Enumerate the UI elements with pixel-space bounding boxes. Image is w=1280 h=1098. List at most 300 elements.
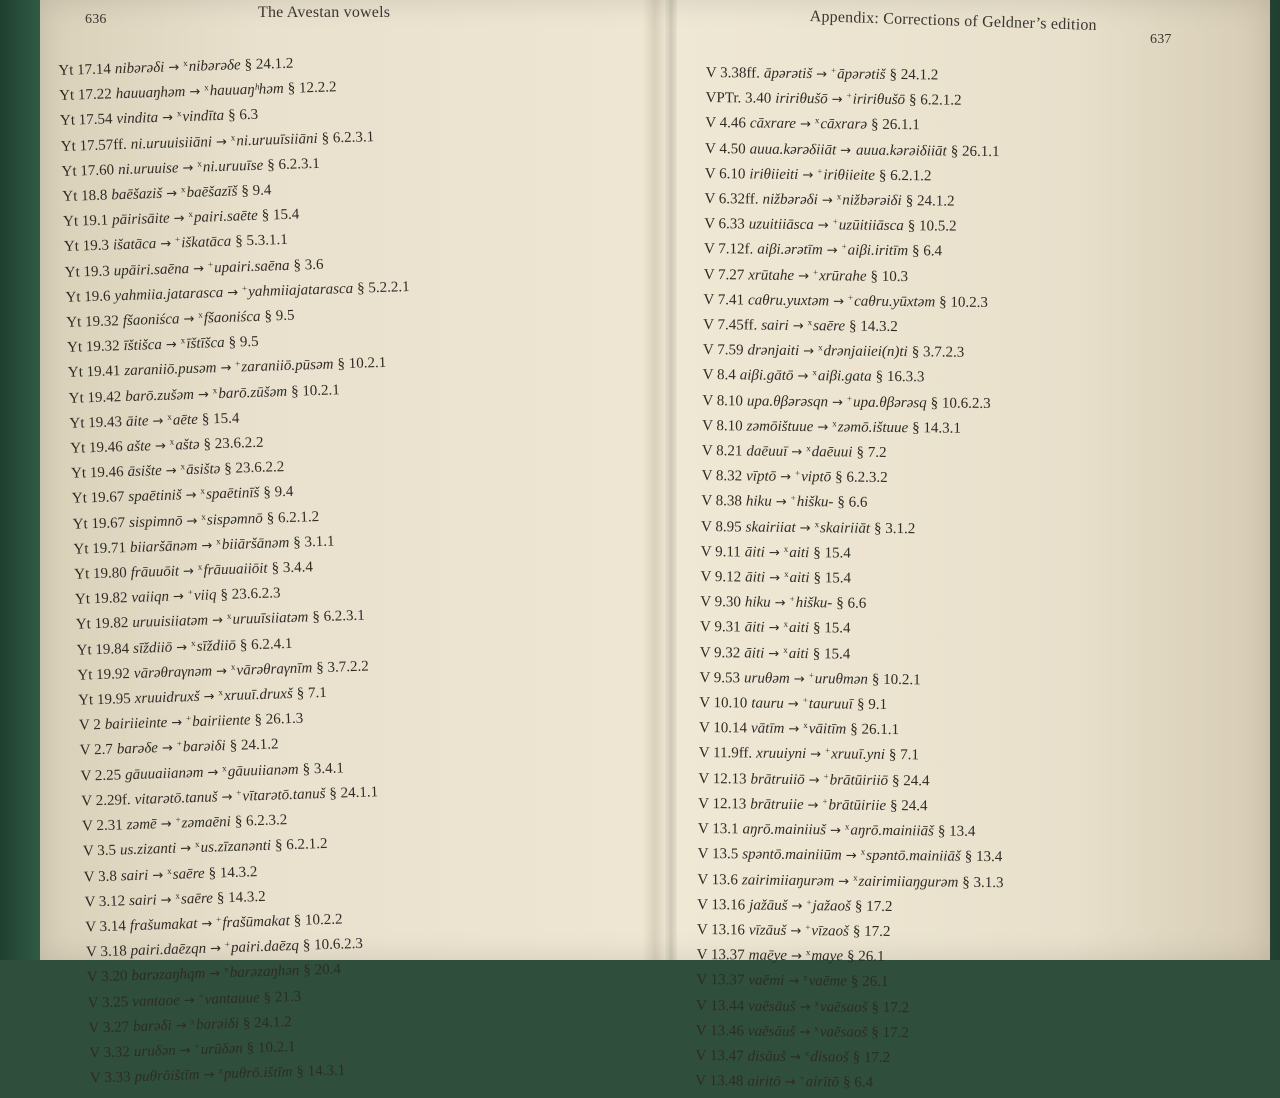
- original-reading: iriθiieiti: [749, 166, 798, 183]
- entry-reference: V 7.59: [703, 342, 744, 358]
- section-reference: § 6.4: [843, 1075, 873, 1091]
- corrected-reading: drənjaiiei(n)ti: [824, 343, 908, 360]
- correction-mark: x: [784, 569, 789, 579]
- correction-mark: x: [803, 972, 808, 982]
- correction-mark: x: [805, 1048, 810, 1058]
- correction-mark: x: [188, 209, 193, 219]
- arrow-icon: →: [162, 111, 173, 126]
- entry-reference: Yt 19.3: [64, 238, 109, 255]
- correction-mark: +: [825, 746, 830, 756]
- section-reference: § 3.7.2.2: [316, 658, 369, 676]
- correction-mark: x: [204, 82, 209, 92]
- section-reference: § 6.2.1.2: [879, 168, 932, 185]
- arrow-icon: →: [799, 1025, 810, 1040]
- entry-reference: V 3.18: [86, 943, 127, 960]
- arrow-icon: →: [171, 716, 182, 731]
- arrow-icon: →: [221, 790, 232, 805]
- arrow-icon: →: [155, 439, 166, 454]
- corrected-reading: aiti: [789, 545, 809, 561]
- original-reading: vitarətō.tanuš: [134, 789, 217, 808]
- corrected-reading: saēre: [172, 865, 204, 882]
- original-reading: xruuiyni: [756, 746, 806, 763]
- section-reference: § 23.6.2.2: [203, 435, 263, 453]
- arrow-icon: →: [207, 765, 218, 780]
- corrected-reading: yahmiiajatarasca: [248, 281, 353, 300]
- corrected-reading: spəntō.mainiiāš: [866, 848, 961, 865]
- arrow-icon: →: [166, 186, 177, 201]
- original-reading: vātīm: [751, 721, 784, 737]
- section-reference: § 17.2: [871, 999, 909, 1015]
- original-reading: sispimnō: [129, 513, 183, 531]
- entry-reference: V 8.10: [702, 393, 743, 409]
- original-reading: uzuitiiāsca: [749, 217, 814, 234]
- section-reference: § 20.4: [303, 962, 341, 979]
- correction-mark: x: [216, 536, 221, 546]
- arrow-icon: →: [203, 689, 214, 704]
- arrow-icon: →: [216, 134, 227, 149]
- entry-reference: V 13.37: [697, 947, 745, 964]
- original-reading: sairi: [761, 318, 789, 334]
- corrected-reading: urūδən: [201, 1041, 243, 1058]
- corrected-reading: hauuaŋʰhəm: [210, 81, 284, 99]
- correction-mark: x: [197, 158, 202, 168]
- section-reference: § 6.3: [228, 107, 258, 124]
- section-reference: § 14.3.2: [849, 319, 898, 336]
- correction-mark: x: [832, 418, 837, 428]
- correction-mark: +: [795, 468, 800, 478]
- correction-mark: +: [198, 990, 203, 1000]
- entry-reference: V 2: [79, 717, 101, 734]
- entry-reference: V 9.53: [699, 670, 740, 686]
- arrow-icon: →: [838, 874, 849, 889]
- entry-reference: Yt 17.22: [59, 87, 112, 105]
- section-reference: § 24.4: [892, 773, 930, 789]
- original-reading: barō.zušəm: [125, 387, 194, 405]
- entry-reference: Yt 19.1: [63, 213, 108, 230]
- entry-reference: V 7.45ff.: [703, 317, 757, 334]
- arrow-icon: →: [790, 924, 801, 939]
- entry-reference: Yt 19.67: [72, 490, 125, 508]
- original-reading: aiβi.gātō: [740, 368, 794, 385]
- section-reference: § 6.2.3.2: [835, 470, 888, 487]
- entry-reference: V 3.32: [89, 1044, 130, 1061]
- entry-reference: V 3.14: [85, 918, 126, 935]
- entry-reference: Yt 19.80: [74, 565, 127, 583]
- original-reading: sairi: [121, 867, 149, 884]
- original-reading: āiti: [745, 570, 765, 586]
- entry-reference: V 3.27: [88, 1019, 129, 1036]
- original-reading: ni.uruuise: [118, 160, 179, 178]
- entry-reference: Yt 19.71: [73, 540, 126, 558]
- original-reading: daēuuī: [746, 443, 787, 459]
- section-reference: § 6.2.3.2: [235, 812, 288, 830]
- correction-mark: x: [784, 544, 789, 554]
- corrected-reading: vāitīm: [809, 721, 847, 737]
- correction-mark: +: [833, 217, 838, 227]
- corrected-reading: disaoš: [810, 1049, 849, 1065]
- correction-mark: x: [200, 486, 205, 496]
- correction-mark: x: [853, 872, 858, 882]
- arrow-icon: →: [785, 1075, 796, 1090]
- corrected-reading: aŋrō.mainiiāš: [850, 823, 934, 840]
- corrected-reading: aiβi.gata: [818, 369, 872, 386]
- section-reference: § 10.2.1: [337, 355, 386, 373]
- correction-mark: +: [803, 695, 808, 705]
- entry-reference: V 7.12f.: [704, 241, 753, 258]
- arrow-icon: →: [198, 387, 209, 402]
- correction-mark: +: [800, 1073, 805, 1083]
- correction-mark: x: [170, 437, 175, 447]
- original-reading: zaraniiō.pusəm: [124, 361, 217, 380]
- arrow-icon: →: [183, 564, 194, 579]
- correction-mark: +: [235, 359, 240, 369]
- corrected-reading: daēuui: [812, 444, 853, 460]
- arrow-icon: →: [846, 849, 857, 864]
- section-reference: § 9.5: [264, 308, 294, 325]
- section-reference: § 3.1.1: [293, 533, 335, 550]
- original-reading: hiku: [745, 595, 771, 611]
- entry-reference: Yt 19.46: [71, 464, 124, 482]
- section-reference: § 7.2: [856, 445, 886, 461]
- entry-reference: V 10.14: [699, 720, 747, 737]
- arrow-icon: →: [166, 338, 177, 353]
- corrected-reading: sīždiiō: [196, 637, 236, 654]
- entry-reference: V 8.32: [702, 468, 743, 484]
- correction-mark: x: [201, 511, 206, 521]
- original-reading: xrūtahe: [748, 267, 794, 283]
- section-reference: § 3.1.2: [874, 520, 915, 536]
- corrected-reading: skairiiāt: [820, 520, 870, 537]
- original-reading: upāiri.saēna: [113, 261, 189, 279]
- correction-mark: x: [818, 342, 823, 352]
- corrected-reading: vindīta: [182, 108, 224, 125]
- entry-reference: Yt 17.57ff.: [61, 136, 127, 154]
- arrow-icon: →: [788, 722, 799, 737]
- section-reference: § 3.1.3: [962, 874, 1003, 890]
- section-reference: § 6.4: [912, 244, 942, 260]
- entry-reference: V 6.33: [704, 216, 745, 232]
- section-reference: § 6.2.3.1: [321, 129, 374, 147]
- arrow-icon: →: [162, 741, 173, 756]
- original-reading: sīždiiō: [133, 639, 173, 656]
- corrected-reading: īštīšca: [186, 335, 225, 352]
- corrected-reading: jažaoš: [812, 898, 851, 914]
- correction-mark: x: [845, 822, 850, 832]
- correction-mark: x: [181, 335, 186, 345]
- original-reading: cāxrare: [750, 116, 796, 132]
- original-reading: spəntō.mainiiūm: [742, 847, 842, 864]
- arrow-icon: →: [803, 344, 814, 359]
- original-reading: uruuisiiatəm: [132, 613, 208, 631]
- original-reading: puθrōištīm: [134, 1067, 199, 1085]
- corrected-reading: vaēsaoš: [820, 999, 868, 1015]
- correction-mark: +: [790, 594, 795, 604]
- arrow-icon: →: [797, 369, 808, 384]
- original-reading: pairi.daēzqn: [130, 941, 206, 959]
- entry-reference: Yt 19.3: [65, 263, 110, 280]
- original-reading: ašte: [127, 438, 152, 455]
- corrected-reading: upairi.saēna: [214, 257, 290, 275]
- entry-reference: Yt 19.6: [65, 288, 110, 305]
- correction-mark: +: [791, 493, 796, 503]
- section-reference: § 6.2.1.2: [275, 836, 328, 854]
- right-page-number: 637: [1150, 32, 1172, 48]
- corrected-reading: xruuī.druxš: [224, 686, 293, 704]
- section-reference: § 10.3: [871, 268, 909, 284]
- entry-reference: V 4.50: [705, 141, 746, 157]
- corrected-reading: viptō: [801, 469, 831, 485]
- correction-mark: +: [817, 166, 822, 176]
- arrow-icon: →: [818, 218, 829, 233]
- original-reading: īštišca: [123, 337, 162, 354]
- section-reference: § 9.4: [241, 182, 271, 199]
- section-reference: § 9.4: [263, 484, 293, 501]
- correction-mark: x: [837, 191, 842, 201]
- corrected-reading: vantauue: [204, 990, 259, 1008]
- entry-reference: V 12.13: [698, 796, 746, 813]
- correction-mark: x: [783, 645, 788, 655]
- correction-mark: +: [847, 91, 852, 101]
- arrow-icon: →: [768, 646, 779, 661]
- entry-reference: V 6.10: [705, 166, 746, 182]
- arrow-icon: →: [827, 244, 838, 259]
- section-reference: § 10.6.2.3: [303, 936, 363, 954]
- original-reading: jažāuš: [749, 897, 788, 913]
- original-reading: ni.uruuisiiāni: [131, 134, 213, 153]
- left-page-entries: [58, 41, 590, 1090]
- original-reading: vindita: [116, 110, 158, 127]
- arrow-icon: →: [220, 361, 231, 376]
- arrow-icon: →: [780, 470, 791, 485]
- corrected-reading: āpərətiš: [837, 66, 885, 83]
- corrected-reading: uruθmən: [815, 671, 868, 688]
- correction-mark: x: [814, 1023, 819, 1033]
- section-reference: § 9.5: [228, 334, 258, 351]
- original-reading: āiti: [744, 645, 764, 661]
- entry-reference: V 2.29f.: [81, 792, 131, 810]
- corrected-reading: vaēsaoš: [820, 1024, 868, 1040]
- correction-mark: +: [186, 713, 191, 723]
- correction-mark: x: [231, 662, 236, 672]
- original-reading: zəmōištuue: [747, 418, 814, 435]
- section-reference: § 24.4: [890, 798, 928, 814]
- entry-reference: V 3.38ff.: [706, 65, 760, 82]
- entry-reference: Yt 19.43: [69, 414, 122, 432]
- original-reading: iririθušō: [775, 91, 828, 108]
- correction-mark: +: [188, 587, 193, 597]
- section-reference: § 6.2.1.2: [266, 509, 319, 527]
- correction-mark: +: [216, 914, 221, 924]
- corrected-reading: caθru.yūxtəm: [854, 293, 935, 310]
- arrow-icon: →: [793, 319, 804, 334]
- original-reading: uruδən: [134, 1043, 176, 1060]
- entry-reference: V 6.32ff.: [704, 191, 758, 208]
- section-reference: § 26.1.1: [951, 143, 1000, 160]
- original-reading: vantaoe: [132, 992, 180, 1009]
- corrected-reading: uzūitiiāsca: [839, 218, 904, 235]
- original-reading: aiβi.ərətīm: [757, 242, 823, 259]
- entry-reference: Yt 17.60: [61, 162, 114, 180]
- entry-reference: V 4.46: [705, 115, 746, 131]
- corrected-reading: barəiδi: [196, 1016, 239, 1033]
- section-reference: § 6.2.1.2: [909, 92, 962, 109]
- section-reference: § 13.4: [965, 849, 1003, 865]
- original-reading: hiku: [746, 494, 772, 510]
- corrected-reading: nibərəδe: [188, 57, 240, 75]
- correction-mark: x: [806, 947, 811, 957]
- correction-mark: +: [177, 739, 182, 749]
- original-reading: gāuuaiianəm: [125, 764, 204, 782]
- corrected-reading: vārəθraγnīm: [236, 660, 312, 678]
- correction-mark: x: [190, 1016, 195, 1026]
- arrow-icon: →: [769, 571, 780, 586]
- original-reading: frašumakat: [130, 916, 198, 934]
- arrow-icon: →: [833, 294, 844, 309]
- original-reading: vaēsāuš: [748, 998, 796, 1014]
- arrow-icon: →: [184, 993, 195, 1008]
- entry-reference: Yt 19.46: [70, 439, 123, 457]
- left-page-number: 636: [85, 12, 107, 28]
- corrected-reading: ni.uruuīsiiāni: [236, 130, 318, 149]
- section-reference: § 6.6: [836, 596, 866, 612]
- entry-reference: Yt 19.32: [67, 338, 120, 356]
- section-reference: § 10.2.2: [294, 911, 343, 929]
- original-reading: drənjaiti: [747, 343, 799, 360]
- arrow-icon: →: [189, 85, 200, 100]
- arrow-icon: →: [201, 538, 212, 553]
- correction-mark: x: [218, 687, 223, 697]
- corrected-reading: sispəmnō: [207, 510, 263, 528]
- section-reference: § 13.4: [938, 824, 976, 840]
- entry-reference: V 13.37: [696, 972, 744, 989]
- correction-mark: x: [803, 720, 808, 730]
- arrow-icon: →: [791, 899, 802, 914]
- corrected-reading: biiāršānəm: [222, 535, 290, 553]
- section-reference: § 14.3.1: [912, 420, 961, 437]
- section-reference: § 3.7.2.3: [912, 344, 965, 361]
- arrow-icon: →: [769, 546, 780, 561]
- corrected-reading: vītarətō.tanuš: [242, 786, 325, 805]
- correction-mark: +: [175, 815, 180, 825]
- correction-mark: x: [218, 1065, 223, 1075]
- original-reading: disāuš: [748, 1048, 787, 1064]
- arrow-icon: →: [775, 596, 786, 611]
- corrected-reading: ni.uruuīse: [203, 157, 264, 175]
- arrow-icon: →: [201, 916, 212, 931]
- section-reference: § 23.6.2.2: [224, 459, 284, 477]
- corrected-reading: viiq: [194, 588, 217, 605]
- original-reading: barəδi: [133, 1018, 172, 1035]
- entry-reference: Yt 18.8: [62, 188, 107, 205]
- corrected-reading: brātūiriiō: [830, 772, 889, 789]
- right-page-title: Appendix: Corrections of Geldner’s edition: [809, 8, 1097, 35]
- corrected-reading: cāxrarə: [820, 117, 867, 133]
- arrow-icon: →: [800, 117, 811, 132]
- entry-reference: V 12.13: [698, 771, 746, 788]
- correction-mark: +: [848, 292, 853, 302]
- section-reference: § 10.5.2: [908, 218, 957, 235]
- arrow-icon: →: [193, 261, 204, 276]
- entry-reference: V 3.12: [84, 893, 125, 910]
- section-reference: § 14.3.2: [217, 889, 266, 907]
- original-reading: āiti: [745, 620, 765, 636]
- original-reading: yahmiia.jatarasca: [114, 285, 223, 304]
- corrected-reading: maye: [811, 948, 843, 964]
- section-reference: § 7.1: [889, 747, 919, 763]
- arrow-icon: →: [227, 285, 238, 300]
- arrow-icon: →: [791, 949, 802, 964]
- arrow-icon: →: [809, 773, 820, 788]
- corrected-reading: pairi.saēte: [194, 208, 258, 226]
- arrow-icon: →: [832, 93, 843, 108]
- arrow-icon: →: [209, 967, 220, 982]
- original-reading: tauru: [751, 696, 784, 712]
- correction-mark: x: [808, 317, 813, 327]
- correction-mark: x: [784, 619, 789, 629]
- correction-mark: +: [824, 771, 829, 781]
- original-reading: vīzāuš: [749, 922, 787, 938]
- original-reading: frāuuōit: [130, 564, 179, 582]
- entry-reference: V 8.95: [701, 519, 742, 535]
- original-reading: vaiiqn: [131, 589, 169, 606]
- entry-reference: V 7.27: [704, 267, 745, 283]
- original-reading: biiaršānəm: [130, 538, 198, 556]
- arrow-icon: →: [212, 614, 223, 629]
- section-reference: § 24.1.2: [243, 1014, 292, 1032]
- section-reference: § 5.2.2.1: [357, 279, 410, 297]
- correction-mark: x: [815, 116, 820, 126]
- section-reference: § 26.1.3: [254, 711, 303, 729]
- corrected-reading: aiti: [789, 620, 809, 636]
- arrow-icon: →: [180, 842, 191, 857]
- entry-reference: V 13.44: [696, 997, 744, 1014]
- arrow-icon: →: [203, 1068, 214, 1083]
- correction-mark: x: [175, 890, 180, 900]
- section-reference: § 9.1: [857, 697, 887, 713]
- correction-mark: x: [198, 310, 203, 320]
- entry-reference: Yt 19.95: [78, 691, 131, 709]
- corrected-reading: aiti: [789, 646, 809, 662]
- entry-reference: V 13.16: [697, 897, 745, 914]
- entry-reference: Yt 19.84: [76, 641, 129, 659]
- correction-mark: x: [815, 998, 820, 1008]
- section-reference: § 10.2.1: [291, 382, 340, 400]
- arrow-icon: →: [802, 168, 813, 183]
- arrow-icon: →: [788, 974, 799, 989]
- correction-mark: +: [805, 922, 810, 932]
- corrected-reading: iriθiieite: [823, 167, 875, 184]
- section-reference: § 10.2.1: [246, 1039, 295, 1057]
- correction-mark: x: [213, 385, 218, 395]
- corrected-reading: uruuīsiiatəm: [232, 610, 308, 628]
- original-reading: xruuidruxš: [134, 689, 199, 707]
- arrow-icon: →: [800, 521, 811, 536]
- arrow-icon: →: [173, 590, 184, 605]
- correction-mark: x: [812, 368, 817, 378]
- original-reading: āiti: [745, 544, 765, 560]
- right-page-entries: [695, 59, 1226, 1098]
- section-reference: § 3.6: [293, 256, 323, 273]
- correction-mark: +: [842, 242, 847, 252]
- entry-reference: V 13.16: [697, 922, 745, 939]
- entry-reference: Yt 19.41: [68, 364, 121, 382]
- corrected-reading: upa.θβərəsq: [853, 394, 927, 411]
- correction-mark: x: [815, 519, 820, 529]
- correction-mark: x: [806, 443, 811, 453]
- original-reading: us.zizanti: [120, 841, 177, 859]
- section-reference: § 14.3.2: [208, 864, 257, 882]
- corrected-reading: aiti: [789, 570, 809, 586]
